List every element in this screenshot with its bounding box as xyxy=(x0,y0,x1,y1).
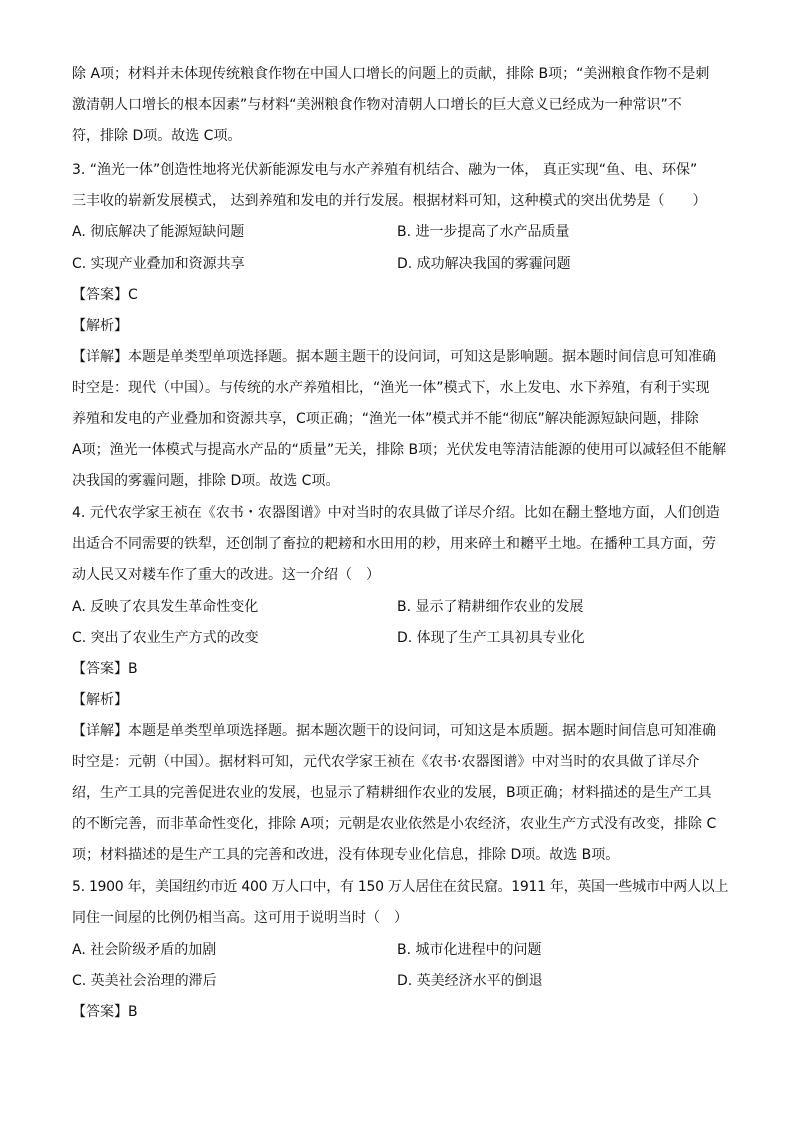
q3-detail-line-5: 决我国的雾霾问题，排除 D项。故选 C项。 xyxy=(72,473,340,489)
q4-stem-line-3: 动人民又对耧车作了重大的改进。这一介绍（ ） xyxy=(72,567,380,583)
q3-option-a: A. 彻底解决了能源短缺问题 xyxy=(72,224,245,240)
q3-option-d: D. 成功解决我国的雾霾问题 xyxy=(397,256,571,272)
q5-stem-line-2: 同住一间屋的比例仍相当高。这可用于说明当时（ ） xyxy=(72,910,408,926)
intro-line-2: 激清朝人口增长的根本因素”与材料“美洲粮食作物对清朝人口增长的巨大意义已经成为一种常识”不 xyxy=(72,97,682,113)
q3-stem-line-2: 三丰收的崭新发展模式， 达到养殖和发电的并行发展。根据材料可知，这种模式的突出优势是（ ） xyxy=(72,193,707,209)
q4-option-b: B. 显示了精耕细作农业的发展 xyxy=(397,599,584,615)
q3-option-c: C. 实现产业叠加和资源共享 xyxy=(72,256,245,272)
q4-stem-line-1: 4. 元代农学家王祯在《农书・农器图谱》中对当时的农具做了详尽介绍。比如在翻土整地方面，人们创造 xyxy=(72,505,720,521)
q3-detail-line-4: A项；渔光一体模式与提高水产品的“质量”无关，排除 B项；光伏发电等清洁能源的使用可以减轻但不能解 xyxy=(72,442,727,458)
q3-detail-line-2: 时空是：现代（中国）。与传统的水产养殖相比，“渔光一体”模式下，水上发电、水下养殖，有利于实现 xyxy=(72,380,710,396)
q5-option-c: C. 英美社会治理的滞后 xyxy=(72,973,217,989)
q3-option-b: B. 进一步提高了水产品质量 xyxy=(397,224,570,240)
q3-analysis-label: 【解析】 xyxy=(72,318,128,334)
q4-option-a: A. 反映了农具发生革命性变化 xyxy=(72,599,259,615)
q5-option-d: D. 英美经济水平的倒退 xyxy=(397,973,543,989)
q5-option-b: B. 城市化进程中的问题 xyxy=(397,942,542,958)
q3-answer: 【答案】C xyxy=(72,287,138,303)
q4-analysis-label: 【解析】 xyxy=(72,692,128,708)
q3-detail-line-3: 养殖和发电的产业叠加和资源共享，C项正确；“渔光一体”模式并不能“彻底”解决能源短缺问题，排除 xyxy=(72,411,699,427)
q4-option-c: C. 突出了农业生产方式的改变 xyxy=(72,630,259,646)
q3-detail-line-1: 【详解】本题是单类型单项选择题。据本题主题干的设问词，可知这是影响题。据本题时间信息可知准确 xyxy=(72,349,716,365)
q4-option-d: D. 体现了生产工具初具专业化 xyxy=(397,630,585,646)
q4-detail-line-5: 项；材料描述的是生产工具的完善和改进，没有体现专业化信息，排除 D项。故选 B项。 xyxy=(72,847,620,863)
q4-answer: 【答案】B xyxy=(72,661,138,677)
q4-detail-line-1: 【详解】本题是单类型单项选择题。据本题次题干的设问词，可知这是本质题。据本题时间信息可知准确 xyxy=(72,723,716,739)
q5-stem-line-1: 5. 1900 年，美国纽约市近 400 万人口中，有 150 万人居住在贫民窟。1911 年，英国一些城市中两人以上 xyxy=(72,879,729,895)
intro-line-3: 符，排除 D项。故选 C项。 xyxy=(72,128,242,144)
q4-detail-line-2: 时空是：元朝（中国）。据材料可知，元代农学家王祯在《农书·农器图谱》中对当时的农具做了详尽介 xyxy=(72,754,700,770)
intro-line-1: 除 A项；材料并未体现传统粮食作物在中国人口增长的问题上的贡献，排除 B项；“美洲粮食作物不是刺 xyxy=(72,66,710,82)
q5-answer: 【答案】B xyxy=(72,1004,138,1020)
q4-stem-line-2: 出适合不同需要的铁犁，还创制了畜拉的耙耪和水田用的耖，用来碎土和耱平土地。在播种工具方面，劳 xyxy=(72,536,716,552)
q5-option-a: A. 社会阶级矛盾的加剧 xyxy=(72,942,217,958)
q4-detail-line-3: 绍，生产工具的完善促进农业的发展，也显示了精耕细作农业的发展，B项正确；材料描述的是生产工具 xyxy=(72,785,712,801)
q3-stem-line-1: 3. “渔光一体”创造性地将光伏新能源发电与水产养殖有机结合、融为一体， 真正实现“鱼、电、环保” xyxy=(72,162,698,178)
q4-detail-line-4: 的不断完善，而非革命性变化，排除 A项；元朝是农业依然是小农经济，农业生产方式没有改变，排除 C xyxy=(72,816,717,832)
